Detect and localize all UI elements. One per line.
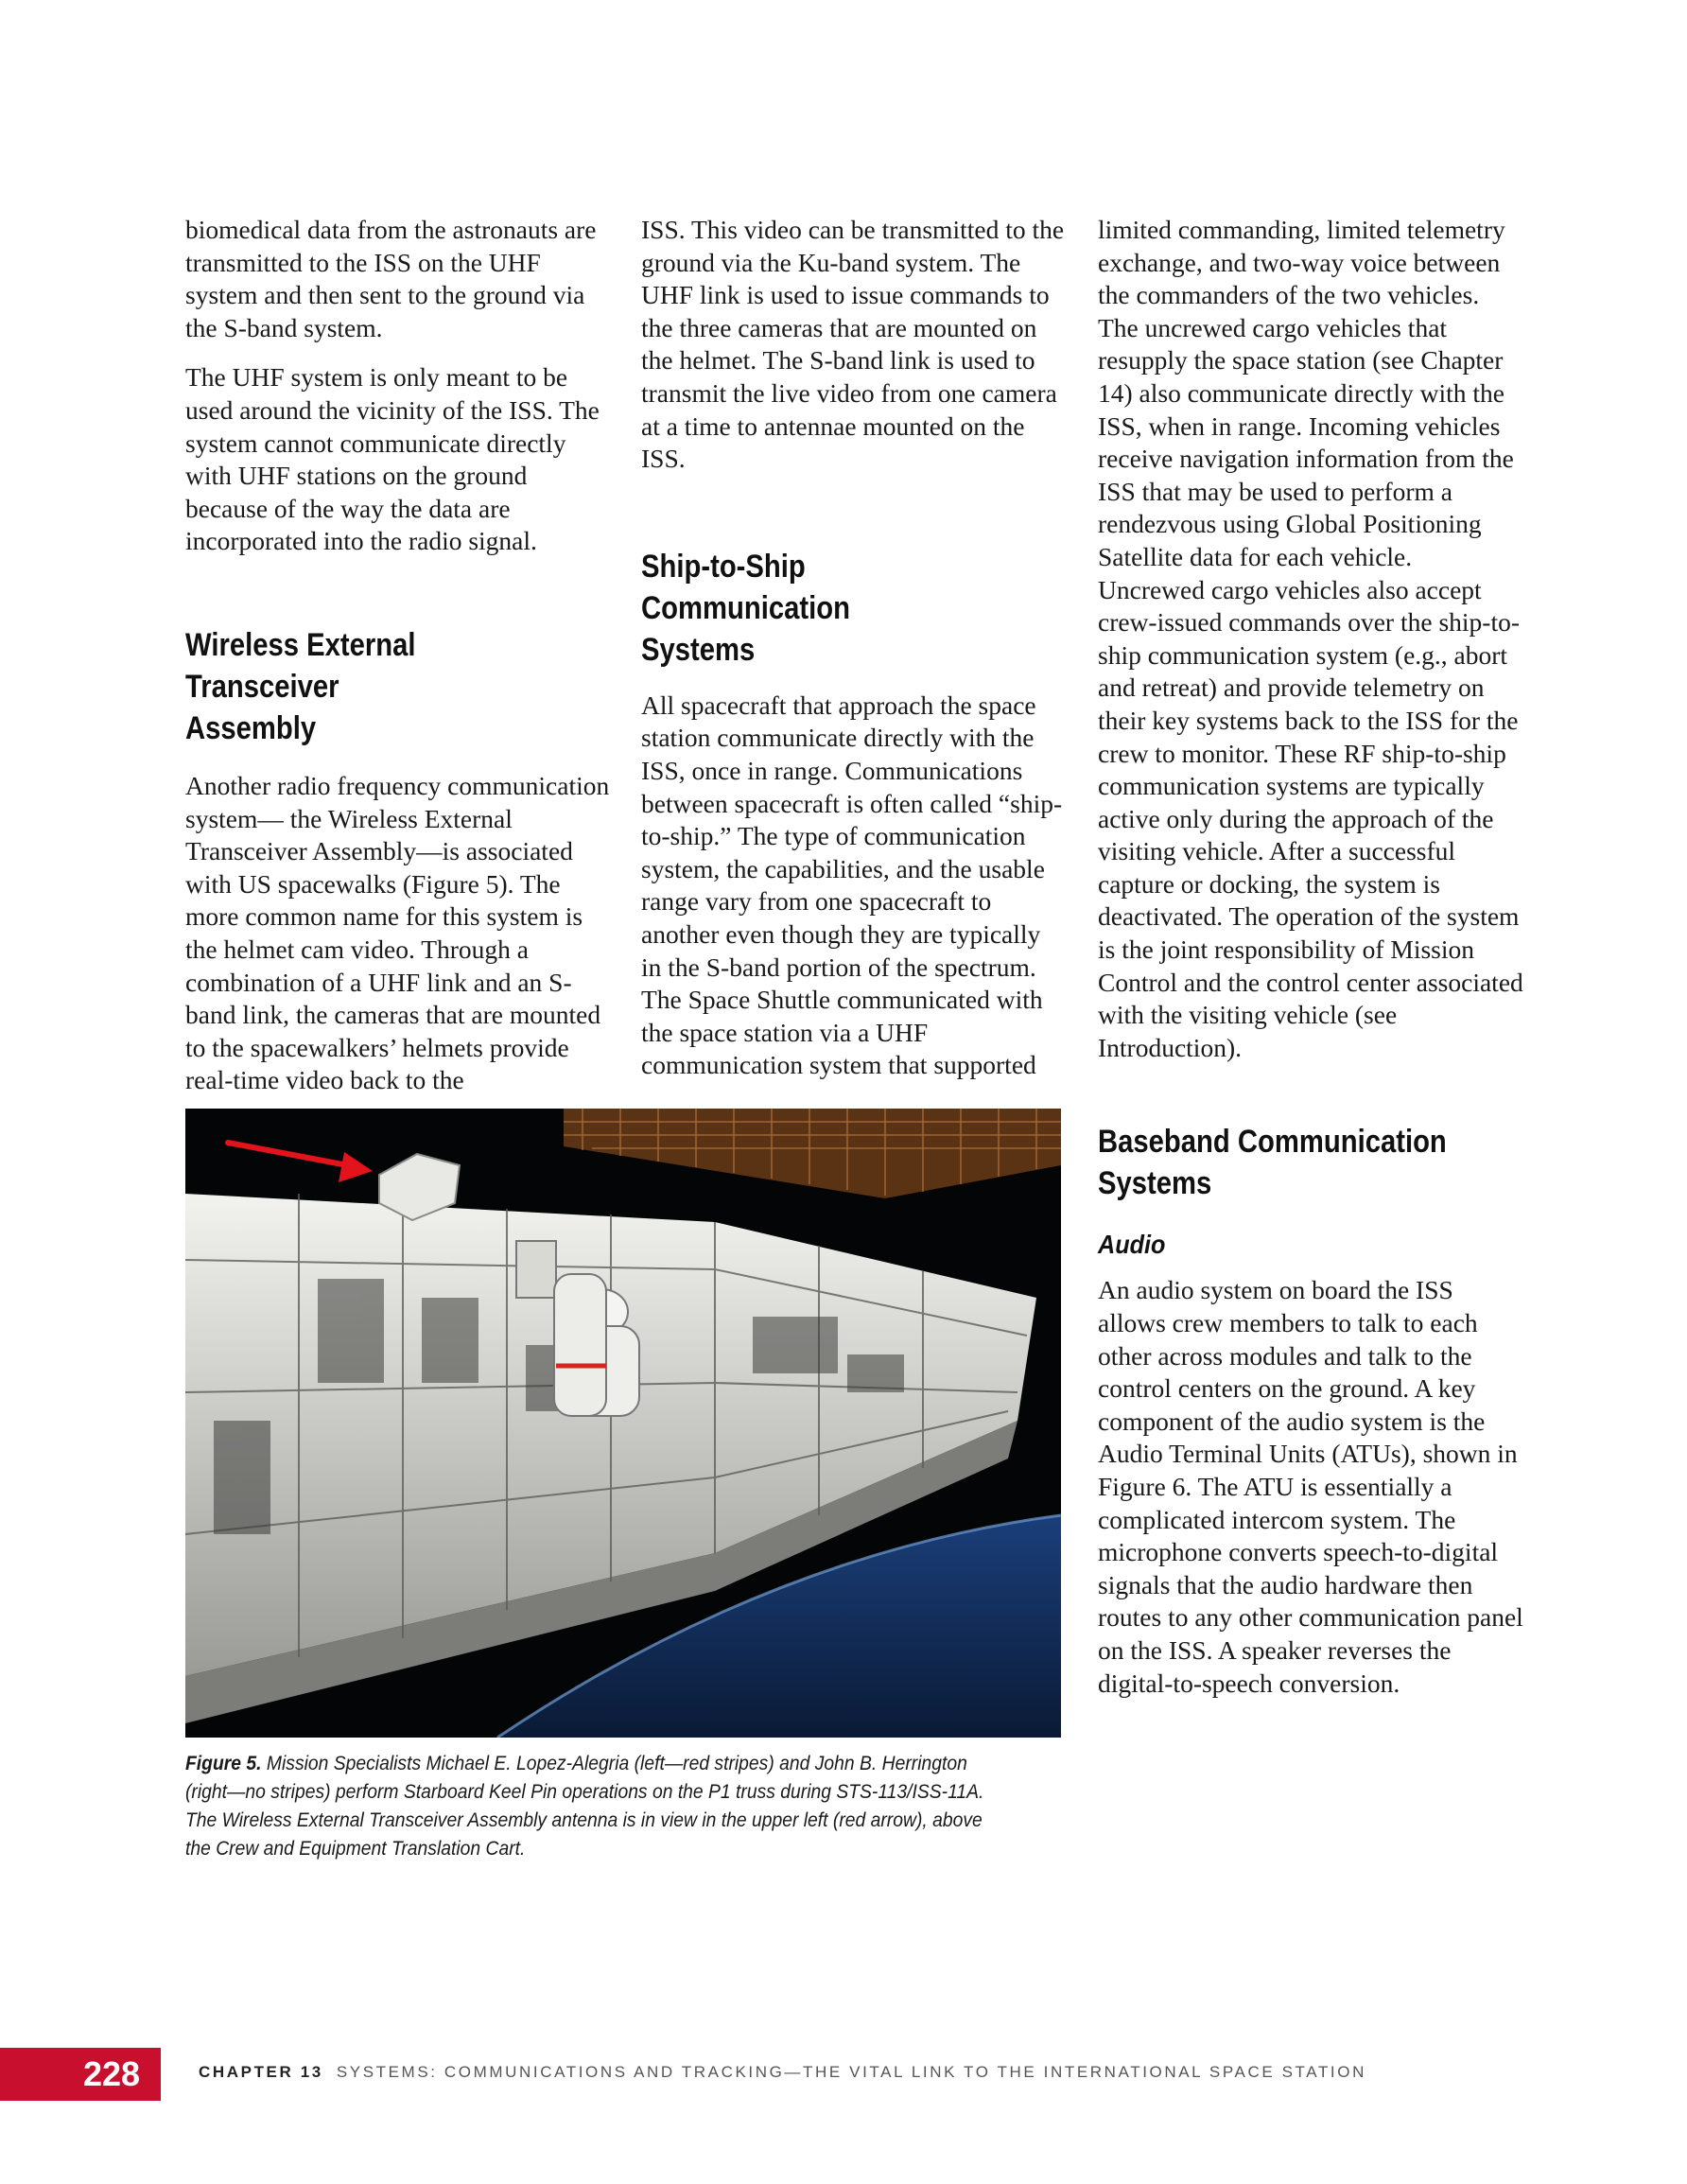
paragraph: The UHF system is only meant to be used around the vicinity of the ISS. The system cannot communicate directly with UHF stations on the ground because of the way the data are incorporated into the radio signal. (185, 362, 600, 556)
figure-label: Figure 5. (185, 1753, 262, 1774)
figure-caption-text: Mission Specialists Michael E. Lopez-Alegria (left—red stripes) and John B. Herrington (right—no stripes) perform Starboard Keel Pin operations on the P1 truss during STS-113/ISS-11A. The Wireless External Transceiver Assembly antenna is in view in the upper left (red arrow), above the Crew and Equipment Translation Cart. (185, 1753, 984, 1860)
page-number: 228 (83, 2054, 141, 2093)
section-heading-ship-to-ship: Ship-to-Ship Communication Systems (641, 548, 850, 668)
section-heading-baseband-communication: Baseband Communication Systems (1098, 1124, 1447, 1202)
running-footer (199, 2063, 1366, 2082)
subsection-heading-audio: Audio (1098, 1230, 1166, 1260)
figure-5-caption (185, 1750, 1003, 1863)
paragraph: An audio system on board the ISS allows crew members to talk to each other across modules and talk to the control centers on the ground. A key component of the audio system is the Audio Terminal Units (ATUs), shown in Figure 6. The ATU is essentially a complicated intercom system. The microphone converts speech-to-digital signals that the audio hardware then routes to any other communication panel on the ISS. A speaker reverses the digital-to-speech conversion. (1098, 1275, 1523, 1698)
column-2 (641, 214, 1067, 1099)
paragraph: All spacecraft that approach the space station communicate directly with the ISS, once in range. Communications between spacecraft is often called “ship-to-ship.” The type of communication system, the capabilities, and the usable range vary from one spacecraft to another even though they are typically in the S-band portion of the spectrum. The Space Shuttle communicated with the space station via a UHF communication system that supported (641, 690, 1063, 1080)
paragraph: Another radio frequency communication system— the Wireless External Transceiver Assembly—is associated with US spacewalks (Figure 5). The more common name for this system is the helmet cam video. Through a combination of a UHF link and an S-band link, the cameras that are mounted to the spacewalkers’ helmets provide real-time video back to the (185, 770, 610, 1095)
paragraph: limited commanding, limited telemetry exchange, and two-way voice between the commanders of the two vehicles. The uncrewed cargo vehicles that resupply the space station (see Chapter 14) also communicate directly with the ISS, when in range. Incoming vehicles receive navigation information from the ISS that may be used to perform a rendezvous using Global Positioning Satellite data for each vehicle. Uncrewed cargo vehicles also accept crew-issued commands over the ship-to-ship communication system (e.g., abort and retreat) and provide telemetry on their key systems back to the ISS for the crew to monitor. These RF ship-to-ship communication systems are typically active only during the approach of the visiting vehicle. After a successful capture or docking, the system is deactivated. The operation of the system is the joint responsibility of Mission Control and the control center associated with the visiting vehicle (see Introduction). (1098, 215, 1523, 1062)
chapter-label: CHAPTER 13 (199, 2063, 323, 2081)
section-heading-wireless-external-transceiver: Wireless External Transceiver Assembly (185, 626, 416, 746)
column-1 (185, 214, 611, 1114)
chapter-title: SYSTEMS: COMMUNICATIONS AND TRACKING—THE VITAL LINK TO THE INTERNATIONAL SPACE STATION (336, 2063, 1366, 2081)
paragraph: biomedical data from the astronauts are transmitted to the ISS on the UHF system and then sent to the ground via the S-band system. (185, 215, 597, 342)
figure-5-photo (185, 1109, 1061, 1738)
column-3 (1098, 214, 1523, 1717)
paragraph: ISS. This video can be transmitted to the ground via the Ku-band system. The UHF link is used to issue commands to the three cameras that are mounted on the helmet. The S-band link is used to transmit the live video from one camera at a time to antennae mounted on the ISS. (641, 215, 1065, 474)
